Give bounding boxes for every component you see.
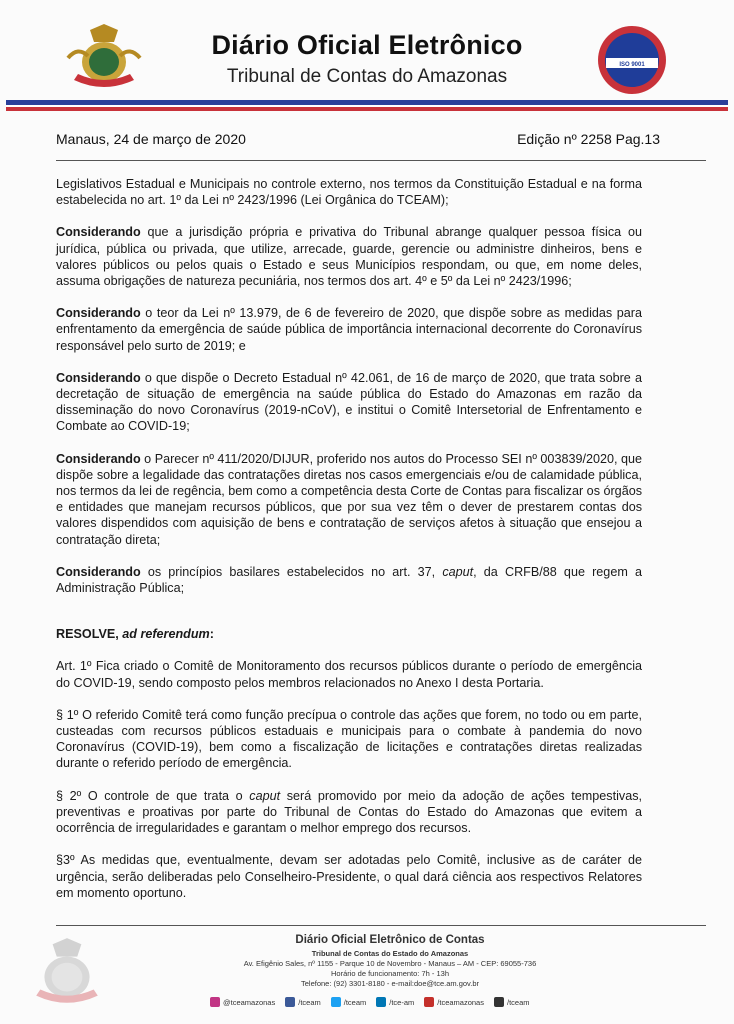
certification-seal-icon (596, 24, 668, 96)
footer-title: Diário Oficial Eletrônico de Contas (295, 934, 485, 946)
svg-text:ISO 9001: ISO 9001 (619, 62, 645, 68)
publication-date: Manaus, 24 de março de 2020 (56, 131, 246, 147)
considerando-label: Considerando (56, 564, 141, 579)
divider-footer (56, 925, 706, 926)
social-label: /tceam (343, 997, 367, 1007)
social-linkedin[interactable] (376, 997, 414, 1007)
paragraph-text: o que dispõe o Decreto Estadual nº 42.061, de 16 de março de 2020, que trata sobre a decretação de situação de emergência na saúde pública do Estado do Amazonas em razão da disseminação do novo Coronavírus (2019-nCoV), e institui o Comitê Intersetorial de Enfrentamento e Combate ao COVID-19; (56, 370, 642, 434)
social-youtube[interactable] (424, 997, 484, 1007)
article-text: § 1º O referido Comitê terá como função precípua o controle das ações que forem, no todo ou em parte, custeadas com recursos públicos estaduais e municipais para o combate à pandemia do novo Coronavírus (COVID-19), bem como a fiscalização de licitações e contratações diretas realizadas durante o referido período de emergência. (56, 707, 642, 771)
paragraph (56, 370, 642, 435)
page-footer (180, 934, 600, 989)
youtube-icon (424, 997, 434, 1007)
paragraph (56, 564, 642, 596)
page-subtitle: Tribunal de Contas do Amazonas (226, 66, 508, 87)
social-label: /tce-am (389, 997, 415, 1007)
considerando-label: Considerando (56, 451, 141, 466)
paragraph-text: Legislativos Estadual e Municipais no controle externo, nos termos da Constituição Estadual e na forma estabelecida no art. 1º da Lei nº 2423/1996 (Lei Orgânica do TCEAM); (56, 177, 642, 208)
paragraph-text: que a jurisdição própria e privativa do Tribunal abrange qualquer pessoa física ou jurídica, pública ou privada, que utilize, arrecade, guarde, gerencie ou administre dinheiros, bens e valores públicos ou pelos quais o Estado e seus Municípios respondam, ou que, em nome deles, assuma obrigações de natureza pecuniária, nos termos dos art. 4º e 5º da Lei nº 2423/1996; (56, 225, 642, 289)
article (56, 852, 642, 901)
paragraph-text: o teor da Lei nº 13.979, de 6 de fevereiro de 2020, que dispõe sobre as medidas para enfrentamento da emergência de saúde pública de importância internacional decorrente do Coronavírus responsável pelo surto de 2019; e (56, 306, 642, 353)
article-text: §3º As medidas que, eventualmente, devam ser adotadas pelo Comitê, inclusive as de caráter de urgência, serão deliberadas pelo Conselheiro-Presidente, o qual dará ciência aos respectivos Relatores em momento oportuno. (56, 853, 642, 900)
article-text: Art. 1º Fica criado o Comitê de Monitoramento dos recursos públicos durante o período de emergência do COVID-19, sendo composto pelos membros relacionados no Anexo I desta Portaria. (56, 659, 642, 690)
footer-hours: Horário de funcionamento: 7h - 13h (331, 969, 449, 978)
article (56, 707, 642, 772)
footer-address: Av. Efigênio Sales, nº 1155 - Parque 10 de Novembro - Manaus – AM - CEP: 69055-736 (243, 959, 537, 968)
divider-top (56, 160, 706, 161)
flickr-icon (494, 997, 504, 1007)
paragraph-text: os princípios basilares estabelecidos no art. 37, (140, 564, 443, 579)
paragraph-text: o Parecer nº 411/2020/DIJUR, proferido nos autos do Processo SEI nº 003839/2020, que dispõe sobre a legalidade das contratações diretas nos casos emergenciais e/ou de calamidade pública, nos termos da lei de regência, bem como a competência desta Corte de Contas para fiscalizar os órgãos e entidades que manejam recursos públicos, que por sua vez têm o dever de prestarem contas dos valores dispendidos com aquisição de bens e contratação de serviços afetos à situação que ensejou a contratação direta; (56, 451, 642, 547)
paragraph (56, 224, 642, 289)
footer-org: Tribunal de Contas do Estado do Amazonas (311, 949, 469, 958)
resolve-tail: : (209, 627, 214, 642)
social-label: @tceamazonas (223, 997, 276, 1007)
social-label: /tceam (506, 997, 530, 1007)
article-text: § 2º O controle de que trata o (56, 788, 250, 803)
paragraph (56, 305, 642, 354)
social-twitter[interactable] (331, 997, 367, 1007)
resolve-heading (56, 626, 642, 642)
considerando-label: Considerando (56, 370, 141, 385)
social-instagram[interactable] (210, 997, 275, 1007)
social-label: /tceamazonas (437, 997, 484, 1007)
article (56, 658, 642, 690)
article (56, 788, 642, 837)
footer-contact[interactable]: Telefone: (92) 3301-8180 - e-mail:doe@tce.am.gov.br (301, 979, 479, 988)
coat-of-arms-icon (66, 22, 142, 92)
linkedin-icon (376, 997, 386, 1007)
social-links (210, 997, 630, 1007)
resolve-italic: ad referendum (122, 627, 210, 642)
social-label: /tceam (298, 997, 321, 1007)
resolve-label: RESOLVE, (56, 627, 123, 642)
edition-page: Edição nº 2258 Pag.13 (517, 131, 660, 147)
facebook-icon (285, 997, 295, 1007)
header-band-red (6, 107, 728, 111)
document-body (56, 176, 642, 917)
social-facebook[interactable] (285, 997, 321, 1007)
page-title: Diário Oficial Eletrônico (211, 30, 523, 60)
twitter-icon (331, 997, 341, 1007)
considerando-label: Considerando (56, 225, 141, 240)
considerando-label: Considerando (56, 306, 141, 321)
article-text: será promovido por meio da adoção de ações tempestivas, preventivas e proativas por parte do Tribunal de Contas do Estado do Amazonas que evitem a ocorrência de irregularidades e garantam o melhor emprego dos recursos. (56, 788, 642, 836)
article-italic: caput (249, 788, 281, 803)
paragraph-text: , da CRFB/88 que regem a Administração Pública; (56, 564, 642, 596)
page-header (0, 0, 734, 112)
paragraph-italic: caput (442, 564, 474, 579)
paragraph (56, 176, 642, 208)
coat-of-arms-watermark-icon (28, 936, 106, 1008)
paragraph (56, 451, 642, 548)
instagram-icon (210, 997, 220, 1007)
social-flickr[interactable] (494, 997, 530, 1007)
